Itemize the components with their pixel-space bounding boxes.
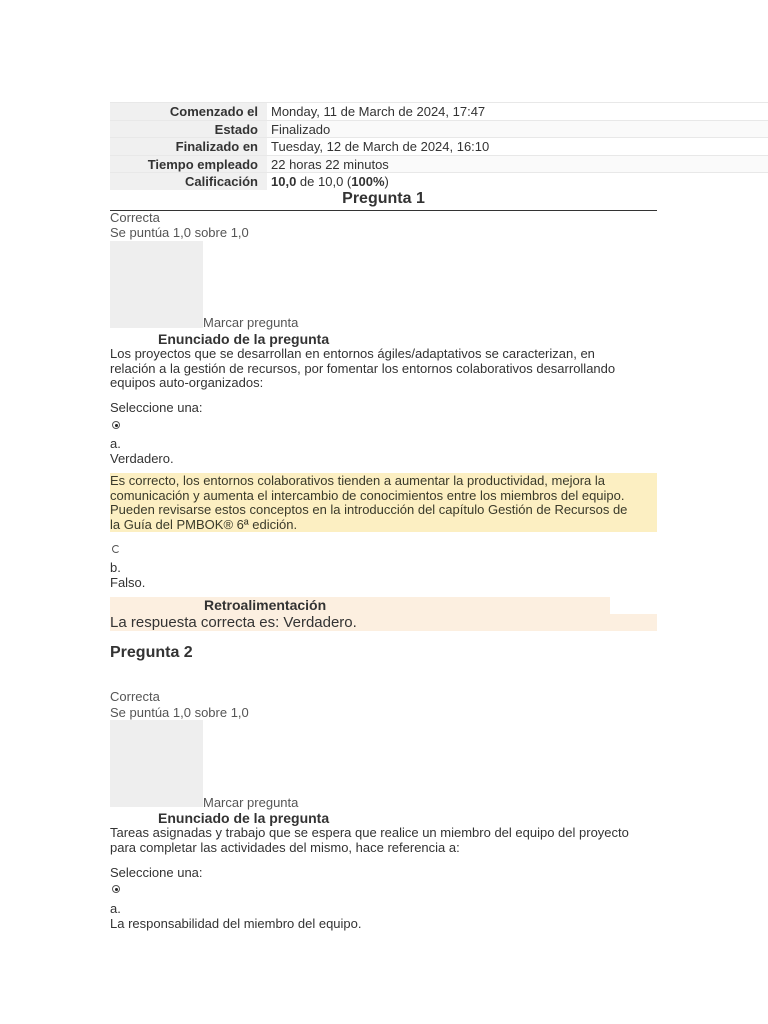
- option-a-letter: a.: [110, 436, 121, 451]
- question-text-line: Tareas asignadas y trabajo que se espera que realice un miembro del equipo del proyecto: [110, 825, 629, 840]
- summary-row-grade: [110, 172, 768, 190]
- summary-value: Finalizado: [267, 121, 768, 138]
- question-text-line: relación a la gestión de recursos, por fomentar los entornos colaborativos desarrollando: [110, 360, 616, 376]
- question-1-enunciado-title: Enunciado de la pregunta: [158, 331, 330, 347]
- question-1-flag-link[interactable]: Marcar pregunta: [203, 315, 299, 330]
- option-a-text[interactable]: Verdadero.: [110, 451, 174, 466]
- question-text-line: para completar las actividades del mismo, hace referencia a:: [110, 839, 460, 855]
- grade-percent: 100%: [351, 174, 385, 190]
- summary-row-state: [110, 120, 768, 138]
- question-text-line: equipos auto-organizados:: [110, 375, 264, 391]
- grade-score: 10,0: [271, 174, 297, 190]
- feedback-line: Es correcto, los entornos colaborativos tienden a aumentar la productividad, mejora la: [110, 473, 605, 488]
- feedback-line: la Guía del PMBOK® 6ª edición.: [110, 516, 298, 532]
- feedback-line: comunicación y aumenta el intercambio de conocimientos entre los miembros del equipo.: [110, 487, 625, 503]
- summary-value: [267, 173, 768, 190]
- question-1-state: Correcta: [110, 210, 160, 225]
- option-a-radio[interactable]: [112, 421, 120, 429]
- question-2-text: [110, 826, 670, 855]
- question-2-prompt: Seleccione una:: [110, 865, 203, 880]
- flag-image-placeholder: [110, 720, 203, 807]
- summary-label: Comenzado el: [110, 103, 267, 120]
- divider: [110, 210, 657, 211]
- flag-image-placeholder: [110, 241, 203, 328]
- summary-value: 22 horas 22 minutos: [267, 156, 768, 173]
- question-2-title: Pregunta 2: [110, 644, 193, 661]
- summary-label: Estado: [110, 121, 267, 138]
- correct-answer-text: La respuesta correcta es: Verdadero.: [110, 614, 657, 631]
- option-b-text[interactable]: Falso.: [110, 575, 146, 590]
- question-1-title: Pregunta 1: [342, 190, 425, 207]
- question-2-grade: Se puntúa 1,0 sobre 1,0: [110, 705, 249, 720]
- question-1-prompt: Seleccione una:: [110, 400, 203, 415]
- summary-value: Tuesday, 12 de March de 2024, 16:10: [267, 138, 768, 155]
- question-2-state: Correcta: [110, 689, 160, 704]
- grade-mid: de 10,0 (: [296, 174, 352, 190]
- option-a-text[interactable]: La responsabilidad del miembro del equipo.: [110, 916, 362, 931]
- summary-row-started: [110, 102, 768, 120]
- option-feedback: [110, 473, 657, 532]
- option-a-letter: a.: [110, 901, 121, 916]
- question-text-line: Los proyectos que se desarrollan en entornos ágiles/adaptativos se caracterizan, en: [110, 346, 595, 361]
- question-2-enunciado-title: Enunciado de la pregunta: [158, 810, 330, 826]
- summary-row-time: [110, 155, 768, 173]
- feedback-title: Retroalimentación: [204, 597, 327, 613]
- question-1-grade: Se puntúa 1,0 sobre 1,0: [110, 225, 249, 240]
- option-b-letter: b.: [110, 560, 121, 575]
- grade-end: ): [384, 174, 389, 190]
- feedback-header: [110, 597, 610, 614]
- summary-label: Finalizado en: [110, 138, 267, 155]
- summary-value: Monday, 11 de March de 2024, 17:47: [267, 103, 768, 120]
- feedback-line: Pueden revisarse estos conceptos en la introducción del capítulo Gestión de Recursos de: [110, 502, 628, 518]
- question-2-flag-link[interactable]: Marcar pregunta: [203, 795, 299, 810]
- option-b-radio[interactable]: [112, 545, 120, 553]
- summary-label: Tiempo empleado: [110, 156, 267, 173]
- summary-label: Calificación: [110, 173, 267, 190]
- attempt-summary-table: [110, 102, 768, 190]
- summary-row-finished: [110, 137, 768, 155]
- option-a-radio[interactable]: [112, 885, 120, 893]
- question-1-text: [110, 347, 670, 391]
